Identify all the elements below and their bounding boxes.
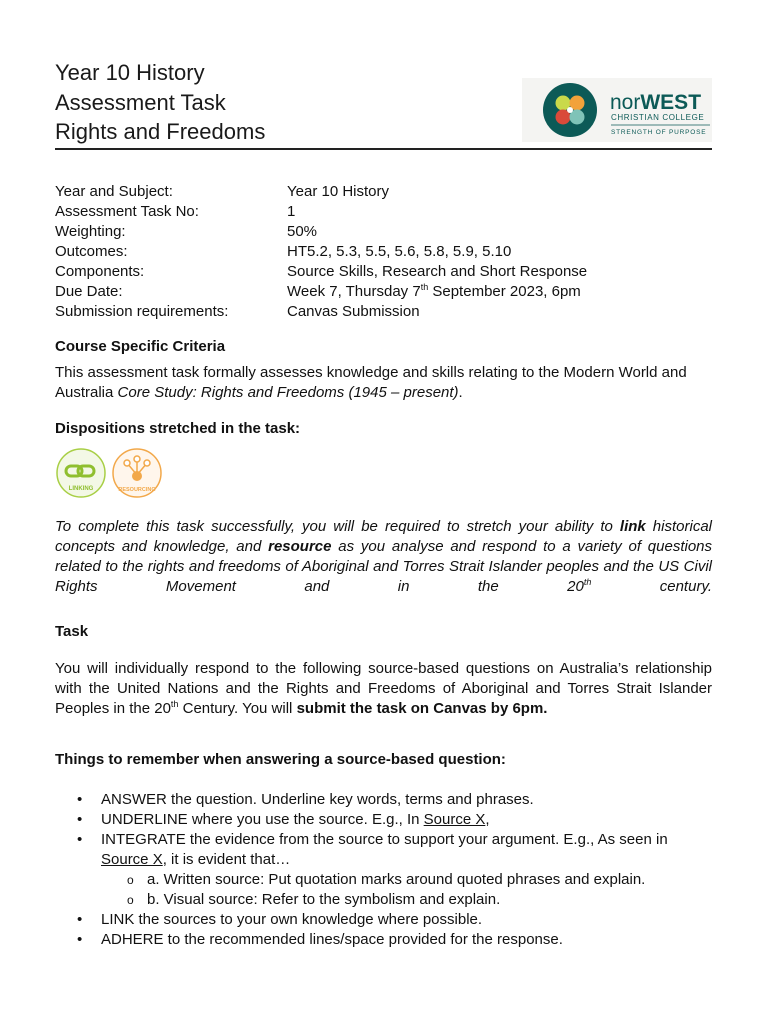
disp-link-word: link bbox=[619, 518, 646, 535]
title-line-1: Year 10 History bbox=[55, 60, 205, 85]
list-item: • ANSWER the question. Underline key words, terms and phrases. bbox=[55, 790, 712, 810]
detail-value: HT5.2, 5.3, 5.5, 5.6, 5.8, 5.9, 5.10 bbox=[287, 243, 512, 260]
logo-subtitle: CHRISTIAN COLLEGE bbox=[611, 113, 705, 122]
list-item: • ADHERE to the recommended lines/space provided for the response. bbox=[55, 930, 712, 950]
detail-row bbox=[55, 242, 712, 262]
b3-text: INTEGRATE the evidence from the source to support your argument. E.g., As seen in bbox=[101, 831, 668, 848]
detail-row bbox=[55, 262, 712, 282]
logo-name-lower: nor bbox=[610, 91, 641, 114]
resourcing-badge bbox=[111, 447, 163, 499]
criteria-core-study: Core Study: Rights and Freedoms (1945 – present) bbox=[117, 384, 459, 401]
criteria-heading: Course Specific Criteria bbox=[55, 338, 226, 355]
disp-text-3: as you analyse and respond to a variety of questions related to the rights and freedoms of Aboriginal and Torres Strait Islander peoples and the US Civil Rights Movement and in the 20 bbox=[55, 538, 713, 595]
detail-row bbox=[55, 202, 712, 222]
logo-tagline: STRENGTH OF PURPOSE bbox=[611, 129, 707, 136]
task-details bbox=[55, 182, 712, 322]
disp-resource-word: resource bbox=[268, 538, 332, 555]
detail-row bbox=[55, 182, 712, 202]
linking-icon bbox=[55, 447, 107, 499]
disp-ordinal: th bbox=[583, 577, 592, 587]
due-date-ordinal: th bbox=[420, 282, 429, 292]
detail-value: Year 10 History bbox=[287, 183, 389, 200]
detail-value: Canvas Submission bbox=[287, 303, 420, 320]
college-logo-graphic bbox=[522, 78, 712, 142]
b2-end: , bbox=[485, 811, 490, 828]
criteria-body: This assessment task formally assesses knowledge and skills relating to the Modern World and Australia bbox=[55, 364, 687, 401]
detail-label: Components: bbox=[55, 263, 145, 280]
dispositions-heading: Dispositions stretched in the task: bbox=[55, 420, 301, 437]
list-item bbox=[55, 830, 712, 870]
detail-value: 1 bbox=[287, 203, 296, 220]
disp-text-4: century. bbox=[591, 578, 712, 595]
resourcing-icon bbox=[111, 447, 163, 499]
college-logo bbox=[522, 78, 712, 142]
b3-source: Source X bbox=[101, 851, 163, 868]
b2-text: UNDERLINE where you use the source. E.g., In bbox=[101, 811, 424, 828]
b2-source: Source X bbox=[423, 811, 486, 828]
resourcing-label: RESOURCING bbox=[118, 487, 156, 493]
document-title bbox=[55, 58, 265, 147]
sub-list-item: o a. Written source: Put quotation marks around quoted phrases and explain. bbox=[55, 870, 712, 890]
linking-badge bbox=[55, 447, 107, 499]
dispositions-paragraph bbox=[55, 517, 712, 597]
dispositions-text bbox=[55, 517, 712, 597]
criteria-section bbox=[55, 337, 712, 403]
remember-heading: Things to remember when answering a source-based question: bbox=[55, 751, 506, 768]
task-submit-note: submit the task on Canvas by 6pm. bbox=[296, 700, 548, 717]
document-header bbox=[55, 58, 712, 150]
detail-label: Submission requirements: bbox=[55, 303, 229, 320]
list-item: • LINK the sources to your own knowledge where possible. bbox=[55, 910, 712, 930]
disposition-badges bbox=[55, 447, 163, 499]
due-date-label: Due Date: bbox=[55, 283, 123, 300]
detail-label: Weighting: bbox=[55, 223, 126, 240]
logo-name-upper: WEST bbox=[640, 91, 702, 114]
linking-label: LINKING bbox=[68, 486, 94, 492]
task-text-2: Century. You will bbox=[178, 700, 297, 717]
task-text-1: You will individually respond to the following source-based questions on Australia’s relationship with the United Nations and the Rights and Freedoms of Aboriginal and Torres Strait Islander Peoples in the 20 bbox=[55, 660, 712, 717]
title-line-2: Assessment Task bbox=[55, 89, 226, 115]
detail-row bbox=[55, 222, 712, 242]
detail-value: 50% bbox=[287, 223, 318, 240]
criteria-end: . bbox=[458, 384, 463, 401]
header-divider bbox=[55, 148, 712, 150]
disp-text-1: To complete this task successfully, you will be required to stretch your ability to bbox=[55, 518, 620, 535]
due-date-value bbox=[287, 282, 581, 302]
detail-value: Source Skills, Research and Short Response bbox=[287, 263, 588, 280]
title-line-3: Rights and Freedoms bbox=[55, 119, 266, 144]
detail-label: Outcomes: bbox=[55, 243, 128, 260]
b3-end: , it is evident that… bbox=[162, 851, 291, 868]
task-paragraph bbox=[55, 659, 712, 719]
disp-text-2: historical concepts and knowledge, and bbox=[55, 518, 712, 555]
detail-row bbox=[55, 302, 712, 322]
task-heading: Task bbox=[55, 623, 89, 640]
due-date-text: Week 7, Thursday 7 bbox=[287, 283, 421, 300]
detail-label: Assessment Task No: bbox=[55, 203, 199, 220]
task-ordinal: th bbox=[170, 699, 179, 709]
due-date-row bbox=[55, 282, 712, 302]
list-item bbox=[55, 810, 712, 830]
detail-label: Year and Subject: bbox=[55, 183, 173, 200]
criteria-text bbox=[55, 363, 712, 403]
remember-list bbox=[55, 790, 712, 950]
svg-text:norWEST bbox=[610, 91, 701, 114]
sub-list-item: o b. Visual source: Refer to the symbolism and explain. bbox=[55, 890, 712, 910]
due-date-rest: September 2023, 6pm bbox=[428, 283, 581, 300]
